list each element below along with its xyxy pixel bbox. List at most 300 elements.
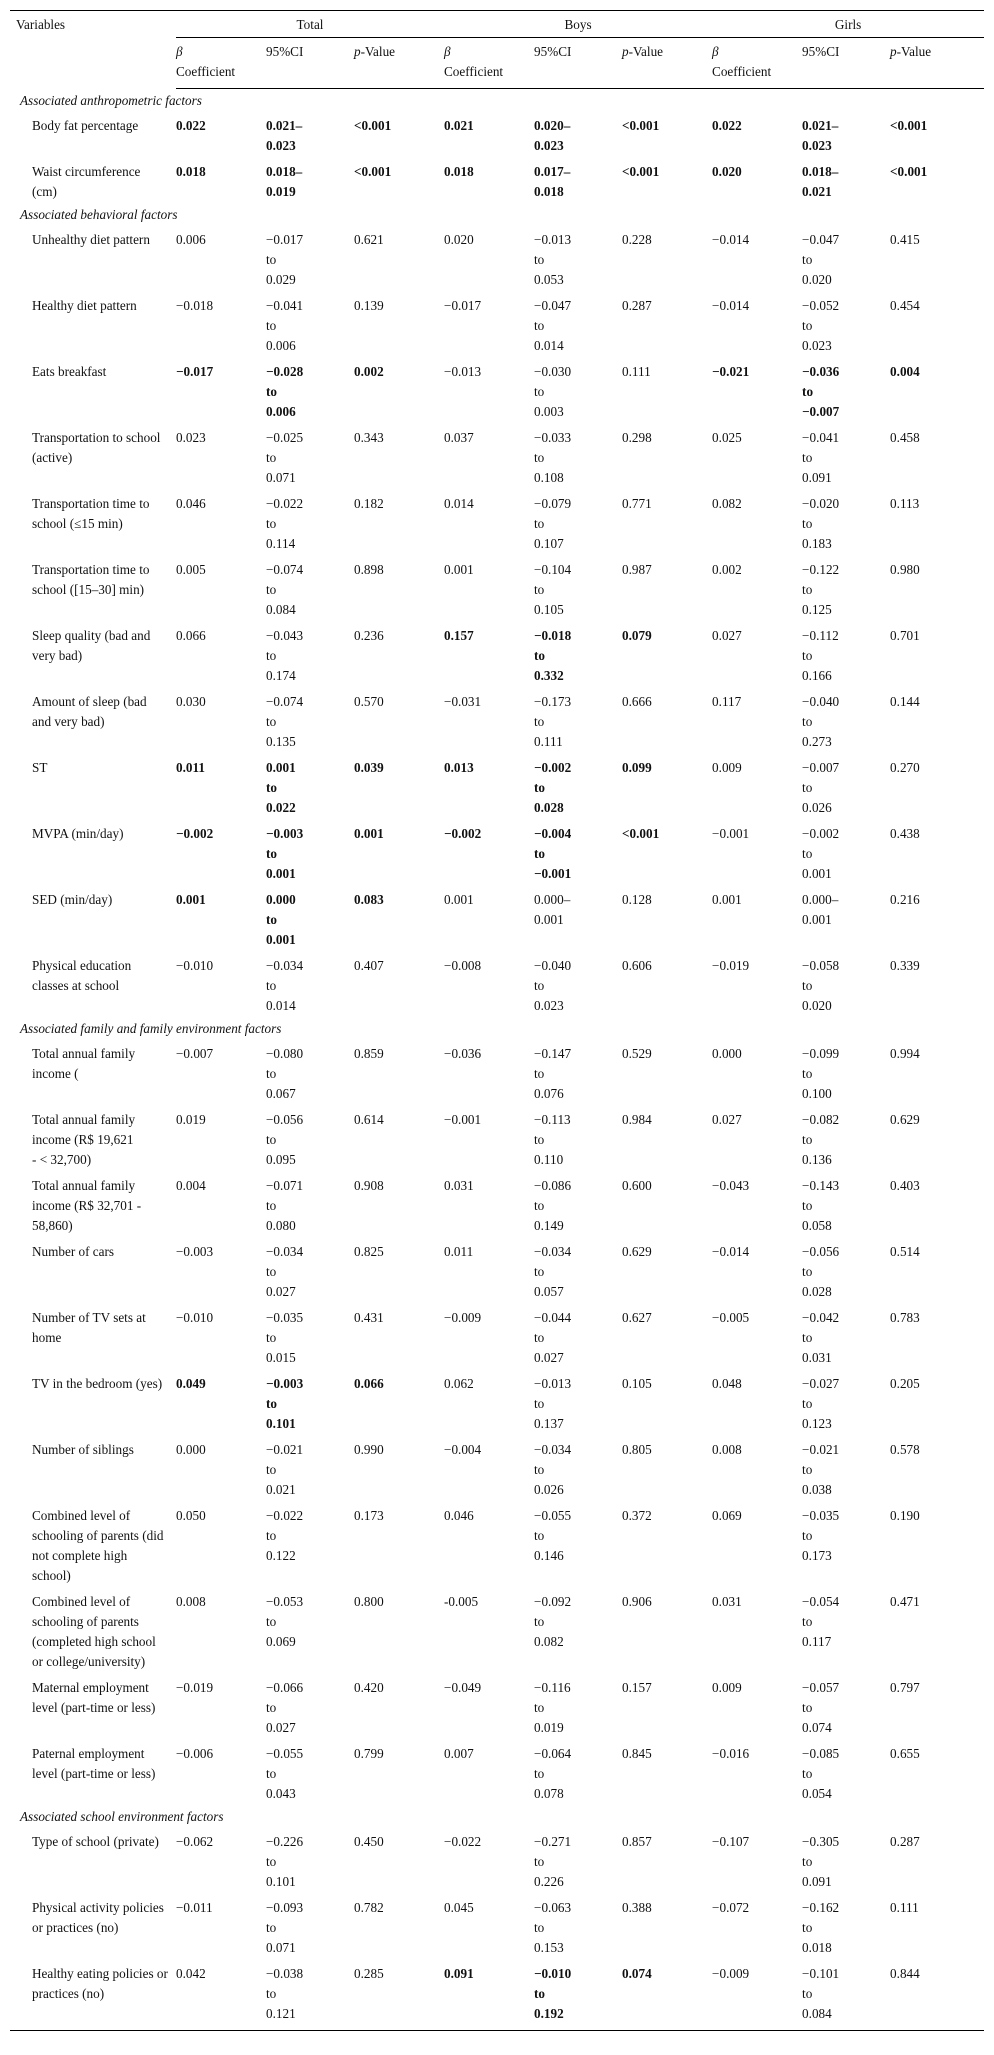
total-p-value-cell: 0.825 — [354, 1244, 384, 1259]
girls-ci-cell: −0.082 to 0.136 — [802, 1112, 840, 1167]
total-beta-cell: −0.007 — [176, 1046, 214, 1061]
total-group-header: Total — [176, 11, 444, 38]
total-p-value-cell: 0.139 — [354, 298, 384, 313]
row-label: Body fat percentage — [32, 118, 139, 133]
table-row — [10, 1501, 984, 1587]
total-beta-cell: 0.004 — [176, 1178, 206, 1193]
girls-ci-cell: 0.021– 0.023 — [802, 118, 839, 153]
total-beta-cell: −0.011 — [176, 1900, 213, 1915]
ci-header: 95%CI — [802, 38, 890, 89]
row-label: Transportation to school (active) — [32, 430, 161, 465]
boys-beta-cell: −0.036 — [444, 1046, 482, 1061]
row-label: Combined level of schooling of parents (did not complete high school) — [32, 1508, 164, 1583]
girls-ci-cell: −0.101 to 0.084 — [802, 1959, 890, 2031]
boys-ci-cell: −0.004 to −0.001 — [534, 826, 572, 881]
girls-beta-cell: −0.001 — [712, 826, 750, 841]
row-label: Transportation time to school ([15–30] min) — [32, 562, 150, 597]
boys-ci-cell: 0.017– 0.018 — [534, 164, 571, 199]
row-label: ST — [32, 760, 48, 775]
girls-p-value-cell: 0.415 — [890, 232, 920, 247]
total-beta-cell: −0.019 — [176, 1680, 214, 1695]
ci-header: 95%CI — [266, 38, 354, 89]
total-beta-cell: 0.019 — [176, 1112, 206, 1127]
table-row — [10, 687, 984, 753]
girls-ci-cell: −0.058 to 0.020 — [802, 958, 840, 1013]
table-row — [10, 819, 984, 885]
table-row — [10, 423, 984, 489]
row-label: Waist circumference (cm) — [32, 164, 141, 199]
boys-p-value-cell: 0.805 — [622, 1442, 652, 1457]
total-p-value-cell: 0.614 — [354, 1112, 384, 1127]
table-row — [10, 489, 984, 555]
boys-beta-cell: 0.021 — [444, 118, 474, 133]
boys-ci-cell: −0.147 to 0.076 — [534, 1046, 572, 1101]
boys-ci-cell: 0.000– 0.001 — [534, 892, 571, 927]
boys-p-value-cell: 0.906 — [622, 1594, 652, 1609]
girls-beta-cell: 0.027 — [712, 628, 742, 643]
girls-beta-cell: −0.009 — [712, 1959, 802, 2031]
boys-ci-cell: −0.116 to 0.019 — [534, 1680, 571, 1735]
boys-p-value-cell: 0.111 — [622, 364, 651, 379]
row-label: Number of siblings — [32, 1442, 134, 1457]
girls-p-value-cell: 0.438 — [890, 826, 920, 841]
boys-p-value-cell: <0.001 — [622, 164, 660, 179]
boys-p-value-cell: 0.529 — [622, 1046, 652, 1061]
total-p-value-cell: 0.859 — [354, 1046, 384, 1061]
girls-beta-cell: 0.069 — [712, 1508, 742, 1523]
row-label: Number of TV sets at home — [32, 1310, 146, 1345]
girls-p-value-cell: 0.205 — [890, 1376, 920, 1391]
table-row — [10, 1827, 984, 1893]
table-row — [10, 357, 984, 423]
boys-p-value-cell: 0.606 — [622, 958, 652, 973]
boys-p-value-cell: 0.105 — [622, 1376, 652, 1391]
total-p-value-cell: 0.782 — [354, 1900, 384, 1915]
boys-ci-cell: −0.064 to 0.078 — [534, 1746, 572, 1801]
table-row — [10, 1303, 984, 1369]
boys-ci-cell: −0.013 to 0.053 — [534, 232, 572, 287]
boys-beta-cell: 0.062 — [444, 1376, 474, 1391]
total-ci-cell: −0.038 to 0.121 — [266, 1959, 354, 2031]
total-beta-cell: −0.002 — [176, 826, 214, 841]
girls-beta-cell: 0.027 — [712, 1112, 742, 1127]
total-beta-cell: 0.050 — [176, 1508, 206, 1523]
total-ci-cell: −0.021 to 0.021 — [266, 1442, 304, 1497]
row-label: Eats breakfast — [32, 364, 107, 379]
girls-ci-cell: −0.041 to 0.091 — [802, 430, 840, 485]
girls-p-value-cell: 0.454 — [890, 298, 920, 313]
row-label: Unhealthy diet pattern — [32, 232, 150, 247]
table-row — [10, 1673, 984, 1739]
boys-p-value-cell: 0.157 — [622, 1680, 652, 1695]
girls-group-header: Girls — [712, 11, 984, 38]
section-title: Associated family and family environment factors — [20, 1021, 282, 1036]
row-label: SED (min/day) — [32, 892, 113, 907]
girls-ci-cell: −0.035 to 0.173 — [802, 1508, 840, 1563]
boys-beta-cell: 0.011 — [444, 1244, 474, 1259]
total-p-value-cell: 0.182 — [354, 496, 384, 511]
table-row — [10, 157, 984, 203]
row-label: Healthy eating policies or practices (no) — [10, 1959, 176, 2031]
total-beta-cell: 0.018 — [176, 164, 206, 179]
girls-p-value-cell: 0.980 — [890, 562, 920, 577]
variables-header: Variables — [10, 11, 176, 89]
girls-p-value-cell: 0.578 — [890, 1442, 920, 1457]
total-beta-cell: 0.022 — [176, 118, 206, 133]
girls-beta-cell: 0.022 — [712, 118, 742, 133]
boys-p-value-cell: <0.001 — [622, 826, 660, 841]
girls-beta-cell: −0.072 — [712, 1900, 750, 1915]
total-p-value-cell: 0.800 — [354, 1594, 384, 1609]
girls-beta-cell: −0.014 — [712, 232, 750, 247]
boys-beta-cell: 0.014 — [444, 496, 474, 511]
boys-ci-cell: −0.033 to 0.108 — [534, 430, 572, 485]
girls-p-value-cell: 0.144 — [890, 694, 920, 709]
beta-symbol: β — [176, 44, 183, 59]
boys-beta-cell: 0.037 — [444, 430, 474, 445]
total-ci-cell: −0.053 to 0.069 — [266, 1594, 304, 1649]
total-ci-cell: −0.028 to 0.006 — [266, 364, 304, 419]
total-beta-cell: 0.011 — [176, 760, 205, 775]
beta-coefficient-header — [712, 38, 802, 89]
boys-beta-cell: 0.007 — [444, 1746, 474, 1761]
boys-p-value-cell: 0.074 — [622, 1959, 712, 2031]
section-header-row — [10, 89, 984, 112]
total-p-value-cell: 0.002 — [354, 364, 384, 379]
regression-table — [10, 10, 984, 2031]
row-label: TV in the bedroom (yes) — [32, 1376, 163, 1391]
girls-p-value-cell: 0.113 — [890, 496, 920, 511]
table-row — [10, 1587, 984, 1673]
beta-coefficient-header — [176, 38, 266, 89]
total-ci-cell: −0.093 to 0.071 — [266, 1900, 304, 1955]
total-beta-cell: 0.008 — [176, 1594, 206, 1609]
total-ci-cell: 0.021– 0.023 — [266, 118, 303, 153]
girls-ci-cell: −0.143 to 0.058 — [802, 1178, 840, 1233]
boys-ci-cell: 0.020– 0.023 — [534, 118, 571, 153]
girls-p-value-cell: 0.111 — [890, 1900, 919, 1915]
total-ci-cell: 0.018– 0.019 — [266, 164, 303, 199]
boys-beta-cell: −0.008 — [444, 958, 482, 973]
total-ci-cell: −0.022 to 0.114 — [266, 496, 304, 551]
total-p-value-cell: 0.898 — [354, 562, 384, 577]
table-row — [10, 555, 984, 621]
row-label: Sleep quality (bad and very bad) — [32, 628, 151, 663]
total-ci-cell: −0.017 to 0.029 — [266, 232, 304, 287]
girls-ci-cell: −0.021 to 0.038 — [802, 1442, 840, 1497]
girls-beta-cell: −0.016 — [712, 1746, 750, 1761]
beta-symbol: β — [444, 44, 451, 59]
girls-ci-cell: −0.112 to 0.166 — [802, 628, 839, 683]
girls-p-value-cell: 0.287 — [890, 1834, 920, 1849]
girls-beta-cell: 0.025 — [712, 430, 742, 445]
coefficient-label: Coefficient — [176, 64, 236, 79]
girls-beta-cell: 0.031 — [712, 1594, 742, 1609]
row-label: Transportation time to school (≤15 min) — [32, 496, 150, 531]
total-ci-cell: −0.071 to 0.080 — [266, 1178, 304, 1233]
row-label: Total annual family income (R$ 32,701 - 58,860) — [32, 1178, 142, 1233]
boys-ci-cell: −0.113 to 0.110 — [534, 1112, 571, 1167]
total-ci-cell: −0.056 to 0.095 — [266, 1112, 304, 1167]
boys-ci-cell: −0.034 to 0.057 — [534, 1244, 572, 1299]
total-ci-cell: −0.034 to 0.014 — [266, 958, 304, 1013]
table-row — [10, 111, 984, 157]
girls-p-value-cell: 0.783 — [890, 1310, 920, 1325]
boys-beta-cell: 0.001 — [444, 562, 474, 577]
row-label: Combined level of schooling of parents (completed high school or college/university) — [32, 1594, 156, 1669]
boys-beta-cell: 0.020 — [444, 232, 474, 247]
boys-beta-cell: −0.009 — [444, 1310, 482, 1325]
section-title: Associated school environment factors — [20, 1809, 224, 1824]
girls-beta-cell: −0.019 — [712, 958, 750, 973]
total-p-value-cell: 0.407 — [354, 958, 384, 973]
beta-coefficient-header — [444, 38, 534, 89]
girls-p-value-cell: 0.629 — [890, 1112, 920, 1127]
table-row — [10, 753, 984, 819]
total-p-value-cell: 0.570 — [354, 694, 384, 709]
girls-p-value-cell: 0.844 — [890, 1959, 984, 2031]
total-p-value-cell: 0.173 — [354, 1508, 384, 1523]
total-ci-cell: 0.001 to 0.022 — [266, 760, 296, 815]
girls-ci-cell: −0.002 to 0.001 — [802, 826, 840, 881]
total-beta-cell: 0.001 — [176, 892, 206, 907]
girls-beta-cell: 0.002 — [712, 562, 742, 577]
boys-p-value-cell: 0.627 — [622, 1310, 652, 1325]
boys-ci-cell: −0.040 to 0.023 — [534, 958, 572, 1013]
girls-ci-cell: 0.000– 0.001 — [802, 892, 839, 927]
total-p-value-cell: 0.236 — [354, 628, 384, 643]
girls-p-value-cell: 0.270 — [890, 760, 920, 775]
total-beta-cell: −0.006 — [176, 1746, 214, 1761]
total-beta-cell: 0.000 — [176, 1442, 206, 1457]
boys-ci-cell: −0.030 to 0.003 — [534, 364, 572, 419]
girls-p-value-cell: 0.471 — [890, 1594, 920, 1609]
total-p-value-cell: 0.039 — [354, 760, 384, 775]
total-ci-cell: −0.074 to 0.084 — [266, 562, 304, 617]
girls-beta-cell: 0.009 — [712, 760, 742, 775]
boys-beta-cell: −0.001 — [444, 1112, 482, 1127]
row-label: MVPA (min/day) — [32, 826, 124, 841]
total-p-value-cell: 0.066 — [354, 1376, 384, 1391]
girls-p-value-cell: 0.190 — [890, 1508, 920, 1523]
girls-p-value-cell: 0.514 — [890, 1244, 920, 1259]
girls-beta-cell: 0.001 — [712, 892, 742, 907]
total-p-value-cell: 0.908 — [354, 1178, 384, 1193]
boys-p-value-cell: 0.228 — [622, 232, 652, 247]
boys-beta-cell: 0.001 — [444, 892, 474, 907]
total-ci-cell: −0.025 to 0.071 — [266, 430, 304, 485]
row-label: Maternal employment level (part-time or less) — [32, 1680, 156, 1715]
table-row — [10, 1959, 984, 2031]
total-beta-cell: 0.030 — [176, 694, 206, 709]
boys-ci-cell: −0.013 to 0.137 — [534, 1376, 572, 1431]
table-header — [10, 11, 984, 89]
coefficient-label: Coefficient — [444, 64, 504, 79]
table-row — [10, 951, 984, 1017]
boys-beta-cell: 0.046 — [444, 1508, 474, 1523]
girls-p-value-cell: 0.458 — [890, 430, 920, 445]
total-ci-cell: −0.074 to 0.135 — [266, 694, 304, 749]
boys-beta-cell: −0.049 — [444, 1680, 482, 1695]
boys-ci-cell: −0.002 to 0.028 — [534, 760, 572, 815]
girls-ci-cell: −0.040 to 0.273 — [802, 694, 840, 749]
boys-p-value-cell: 0.666 — [622, 694, 652, 709]
total-beta-cell: −0.010 — [176, 958, 214, 973]
boys-ci-cell: −0.173 to 0.111 — [534, 694, 572, 749]
total-p-value-cell: <0.001 — [354, 164, 392, 179]
total-beta-cell: 0.006 — [176, 232, 206, 247]
boys-group-header: Boys — [444, 11, 712, 38]
beta-symbol: β — [712, 44, 719, 59]
girls-ci-cell: −0.036 to −0.007 — [802, 364, 840, 419]
girls-ci-cell: −0.162 to 0.018 — [802, 1900, 840, 1955]
boys-p-value-cell: 0.771 — [622, 496, 652, 511]
girls-p-value-cell: 0.004 — [890, 364, 920, 379]
total-beta-cell: 0.066 — [176, 628, 206, 643]
boys-p-value-cell: 0.128 — [622, 892, 652, 907]
total-ci-cell: −0.041 to 0.006 — [266, 298, 304, 353]
girls-beta-cell: −0.043 — [712, 1178, 750, 1193]
boys-ci-cell: −0.018 to 0.332 — [534, 628, 572, 683]
girls-ci-cell: −0.122 to 0.125 — [802, 562, 840, 617]
total-ci-cell: −0.034 to 0.027 — [266, 1244, 304, 1299]
table-row — [10, 291, 984, 357]
boys-ci-cell: −0.055 to 0.146 — [534, 1508, 572, 1563]
total-beta-cell: −0.010 — [176, 1310, 214, 1325]
total-beta-cell: 0.042 — [176, 1959, 266, 2031]
total-p-value-cell: 0.420 — [354, 1680, 384, 1695]
girls-ci-cell: −0.020 to 0.183 — [802, 496, 840, 551]
girls-beta-cell: −0.005 — [712, 1310, 750, 1325]
boys-beta-cell: 0.091 — [444, 1959, 534, 2031]
boys-ci-cell: −0.104 to 0.105 — [534, 562, 572, 617]
p-value-header: p-Value — [622, 38, 712, 89]
boys-beta-cell: 0.013 — [444, 760, 474, 775]
boys-ci-cell: −0.079 to 0.107 — [534, 496, 572, 551]
boys-ci-cell: −0.063 to 0.153 — [534, 1900, 572, 1955]
row-label: Total annual family income ( — [32, 1046, 136, 1081]
boys-p-value-cell: <0.001 — [622, 118, 660, 133]
boys-ci-cell: −0.092 to 0.082 — [534, 1594, 572, 1649]
p-value-header: p-Value — [890, 38, 984, 89]
ci-header: 95%CI — [534, 38, 622, 89]
girls-beta-cell: −0.014 — [712, 298, 750, 313]
girls-beta-cell: 0.009 — [712, 1680, 742, 1695]
total-p-value-cell: 0.431 — [354, 1310, 384, 1325]
boys-beta-cell: −0.017 — [444, 298, 482, 313]
total-beta-cell: −0.018 — [176, 298, 214, 313]
girls-p-value-cell: 0.797 — [890, 1680, 920, 1695]
boys-beta-cell: −0.013 — [444, 364, 482, 379]
total-ci-cell: −0.043 to 0.174 — [266, 628, 304, 683]
p-value-header: p-Value — [354, 38, 444, 89]
girls-p-value-cell: 0.403 — [890, 1178, 920, 1193]
girls-ci-cell: −0.052 to 0.023 — [802, 298, 840, 353]
boys-ci-cell: −0.047 to 0.014 — [534, 298, 572, 353]
girls-p-value-cell: 0.655 — [890, 1746, 920, 1761]
boys-p-value-cell: 0.287 — [622, 298, 652, 313]
girls-beta-cell: 0.082 — [712, 496, 742, 511]
total-p-value-cell: 0.990 — [354, 1442, 384, 1457]
girls-beta-cell: −0.014 — [712, 1244, 750, 1259]
row-label: Paternal employment level (part-time or less) — [32, 1746, 156, 1781]
boys-p-value-cell: 0.845 — [622, 1746, 652, 1761]
boys-beta-cell: −0.022 — [444, 1834, 482, 1849]
girls-beta-cell: 0.008 — [712, 1442, 742, 1457]
girls-ci-cell: −0.305 to 0.091 — [802, 1834, 840, 1889]
girls-beta-cell: −0.021 — [712, 364, 750, 379]
girls-p-value-cell: 0.701 — [890, 628, 920, 643]
girls-p-value-cell: 0.994 — [890, 1046, 920, 1061]
boys-p-value-cell: 0.984 — [622, 1112, 652, 1127]
row-label: Physical education classes at school — [32, 958, 132, 993]
total-p-value-cell: 0.621 — [354, 232, 384, 247]
total-beta-cell: 0.023 — [176, 430, 206, 445]
boys-p-value-cell: 0.388 — [622, 1900, 652, 1915]
boys-beta-cell: 0.018 — [444, 164, 474, 179]
row-label: Amount of sleep (bad and very bad) — [32, 694, 147, 729]
total-ci-cell: 0.000 to 0.001 — [266, 892, 296, 947]
girls-ci-cell: −0.007 to 0.026 — [802, 760, 840, 815]
row-label: Physical activity policies or practices (no) — [32, 1900, 164, 1935]
table-row — [10, 1435, 984, 1501]
boys-p-value-cell: 0.987 — [622, 562, 652, 577]
table-row — [10, 1739, 984, 1805]
table-row — [10, 1171, 984, 1237]
total-beta-cell: −0.062 — [176, 1834, 214, 1849]
total-ci-cell: −0.022 to 0.122 — [266, 1508, 304, 1563]
table-row — [10, 621, 984, 687]
row-label: Type of school (private) — [32, 1834, 159, 1849]
boys-beta-cell: 0.045 — [444, 1900, 474, 1915]
total-ci-cell: −0.035 to 0.015 — [266, 1310, 304, 1365]
boys-p-value-cell: 0.600 — [622, 1178, 652, 1193]
total-beta-cell: −0.017 — [176, 364, 214, 379]
table-row — [10, 1369, 984, 1435]
total-p-value-cell: 0.343 — [354, 430, 384, 445]
section-header-row — [10, 1805, 984, 1827]
table-row — [10, 1105, 984, 1171]
total-p-value-cell: 0.799 — [354, 1746, 384, 1761]
girls-ci-cell: −0.047 to 0.020 — [802, 232, 840, 287]
table-row — [10, 1237, 984, 1303]
row-label: Number of cars — [32, 1244, 115, 1259]
section-header-row — [10, 203, 984, 225]
total-p-value-cell: <0.001 — [354, 118, 392, 133]
total-ci-cell: −0.066 to 0.027 — [266, 1680, 304, 1735]
girls-beta-cell: 0.000 — [712, 1046, 742, 1061]
total-p-value-cell: 0.450 — [354, 1834, 384, 1849]
girls-ci-cell: −0.057 to 0.074 — [802, 1680, 840, 1735]
coefficient-label: Coefficient — [712, 64, 772, 79]
girls-p-value-cell: <0.001 — [890, 164, 928, 179]
total-ci-cell: −0.226 to 0.101 — [266, 1834, 304, 1889]
boys-p-value-cell: 0.629 — [622, 1244, 652, 1259]
boys-p-value-cell: 0.298 — [622, 430, 652, 445]
girls-ci-cell: −0.027 to 0.123 — [802, 1376, 840, 1431]
boys-ci-cell: −0.086 to 0.149 — [534, 1178, 572, 1233]
table-row — [10, 225, 984, 291]
girls-p-value-cell: <0.001 — [890, 118, 928, 133]
boys-beta-cell: −0.031 — [444, 694, 482, 709]
total-p-value-cell: 0.083 — [354, 892, 384, 907]
boys-beta-cell: 0.157 — [444, 628, 474, 643]
total-p-value-cell: 0.001 — [354, 826, 384, 841]
boys-beta-cell: −0.004 — [444, 1442, 482, 1457]
boys-ci-cell: −0.034 to 0.026 — [534, 1442, 572, 1497]
girls-beta-cell: −0.107 — [712, 1834, 750, 1849]
boys-beta-cell: −0.002 — [444, 826, 482, 841]
